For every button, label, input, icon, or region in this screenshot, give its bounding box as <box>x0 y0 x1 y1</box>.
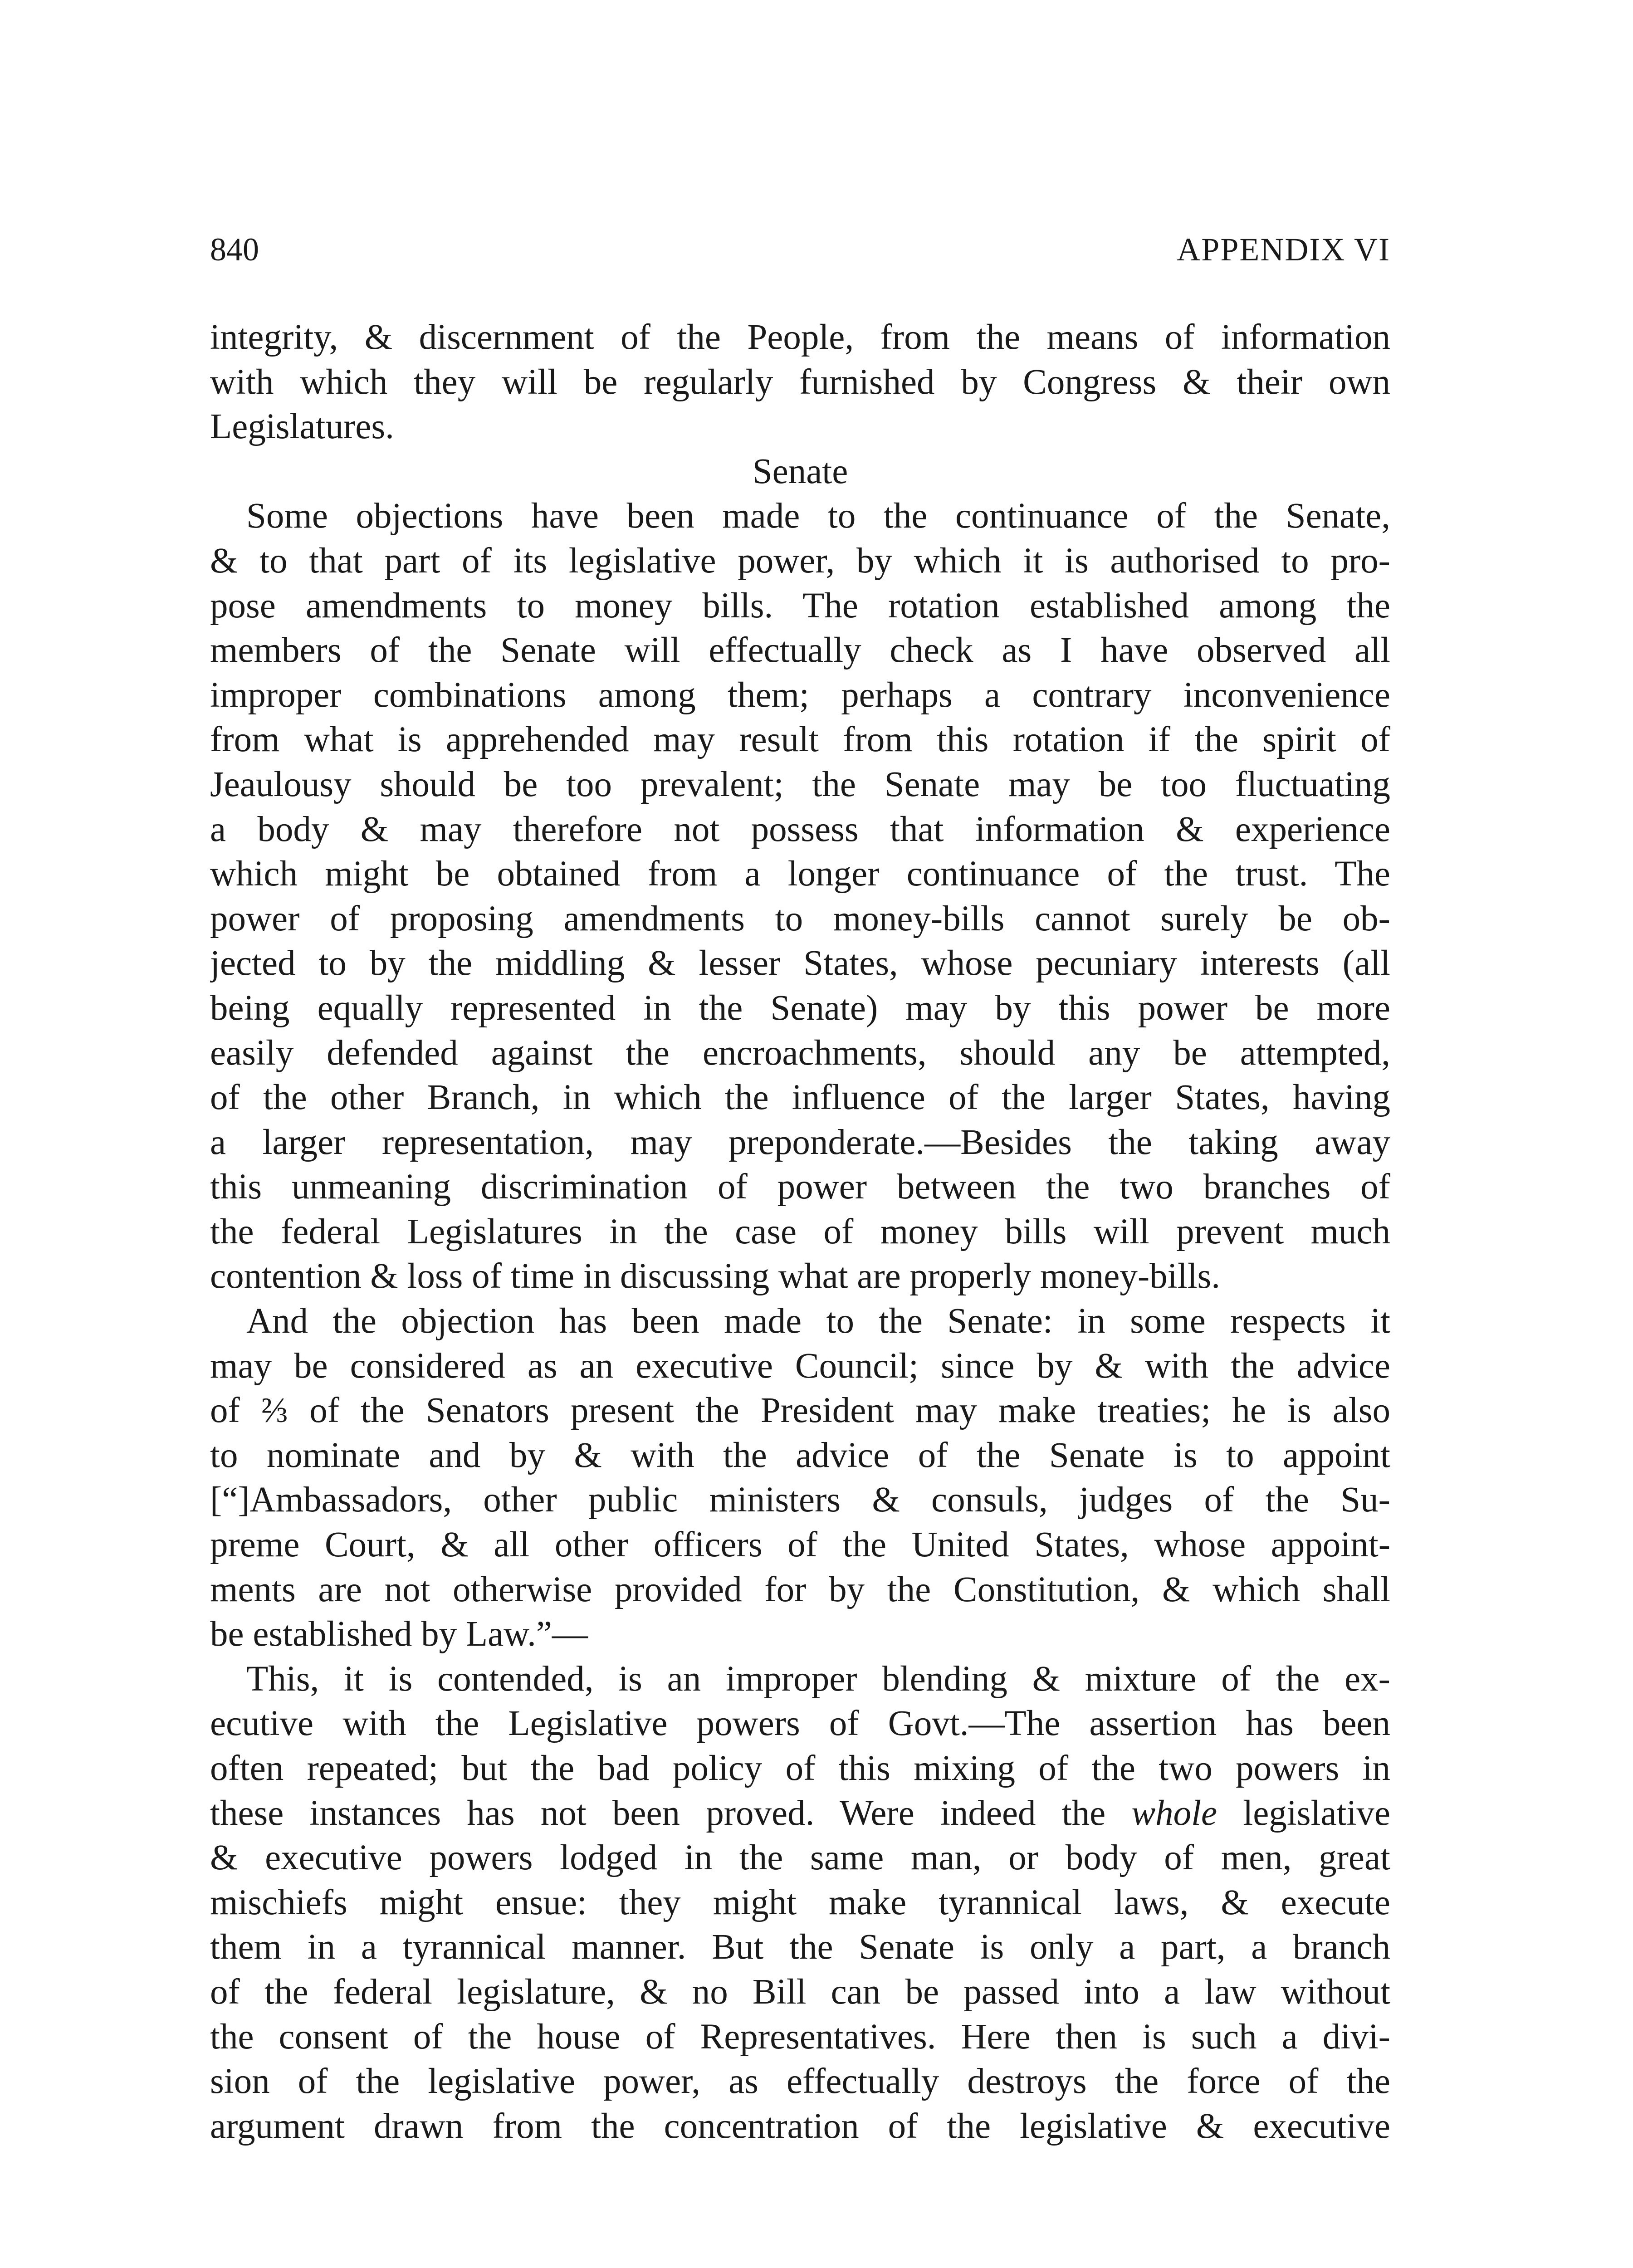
text-line: with which they will be regularly furnished by Congress & their own <box>210 362 1390 402</box>
running-head <box>210 229 1390 270</box>
section-heading-senate: Senate <box>752 451 848 491</box>
text-line-mixed <box>210 1791 1390 1836</box>
text-segment: these instances has not been proved. Were indeed the <box>210 1793 1106 1833</box>
text-line: sion of the legislative power, as effectually destroys the force of the <box>210 2062 1390 2102</box>
text-line: often repeated; but the bad policy of this mixing of the two powers in <box>210 1749 1390 1788</box>
text-line: being equally represented in the Senate) may by this power be more <box>210 988 1390 1028</box>
text-line: this unmeaning discrimination of power between the two branches of <box>210 1167 1390 1207</box>
text-line: pose amendments to money bills. The rotation established among the <box>210 586 1390 626</box>
text-line: mischiefs might ensue: they might make tyrannical laws, & execute <box>210 1882 1390 1922</box>
text-line: Legislatures. <box>210 407 394 447</box>
text-line: members of the Senate will effectually check as I have observed all <box>210 631 1390 670</box>
text-line: a larger representation, may preponderate.—Besides the taking away <box>210 1122 1390 1162</box>
text-line: And the objection has been made to the Senate: in some respects it <box>246 1301 1390 1341</box>
text-line: easily defended against the encroachments, should any be attempted, <box>210 1033 1390 1073</box>
body-text <box>210 315 1390 2149</box>
text-line: & to that part of its legislative power, by which it is authorised to pro- <box>210 541 1390 581</box>
text-line: which might be obtained from a longer continuance of the trust. The <box>210 854 1390 894</box>
text-line: the consent of the house of Representatives. Here then is such a divi- <box>210 2017 1390 2057</box>
text-line: them in a tyrannical manner. But the Senate is only a part, a branch <box>210 1927 1390 1967</box>
section-title: APPENDIX VI <box>1177 231 1390 268</box>
document-page <box>210 0 1390 2268</box>
text-line: the federal Legislatures in the case of money bills will prevent much <box>210 1212 1390 1251</box>
text-line: be established by Law.”— <box>210 1614 588 1654</box>
text-line: from what is apprehended may result from this rotation if the spirit of <box>210 720 1390 760</box>
text-line: jected to by the middling & lesser States, whose pecuniary interests (all <box>210 943 1390 983</box>
text-line: of the other Branch, in which the influence of the larger States, having <box>210 1078 1390 1118</box>
text-line: contention & loss of time in discussing what are properly money-bills. <box>210 1256 1221 1296</box>
text-line: may be considered as an executive Council; since by & with the advice <box>210 1346 1390 1386</box>
italic-emphasis: whole <box>1131 1793 1217 1833</box>
text-line: of ⅔ of the Senators present the President may make treaties; he is also <box>210 1391 1390 1431</box>
text-line: to nominate and by & with the advice of the Senate is to appoint <box>210 1435 1390 1475</box>
text-segment: legislative <box>1217 1793 1390 1833</box>
text-line: & executive powers lodged in the same man, or body of men, great <box>210 1838 1390 1878</box>
page-number: 840 <box>210 231 259 268</box>
text-line: argument drawn from the concentration of the legislative & executive <box>210 2106 1390 2146</box>
text-line: preme Court, & all other officers of the United States, whose appoint- <box>210 1525 1390 1565</box>
text-line: Jeaulousy should be too prevalent; the Senate may be too fluctuating <box>210 764 1390 804</box>
text-line: This, it is contended, is an improper blending & mixture of the ex- <box>246 1659 1390 1699</box>
text-line: of the federal legislature, & no Bill can be passed into a law without <box>210 1972 1390 2012</box>
text-line: ments are not otherwise provided for by the Constitution, & which shall <box>210 1569 1390 1609</box>
text-line: Some objections have been made to the continuance of the Senate, <box>246 496 1390 536</box>
text-line: improper combinations among them; perhaps a contrary inconvenience <box>210 675 1390 715</box>
text-line: integrity, & discernment of the People, from the means of information <box>210 318 1390 357</box>
text-line: [“]Ambassadors, other public ministers & consuls, judges of the Su- <box>210 1480 1390 1520</box>
text-line: a body & may therefore not possess that information & experience <box>210 809 1390 849</box>
text-line: ecutive with the Legislative powers of Govt.—The assertion has been <box>210 1704 1390 1744</box>
text-line: power of proposing amendments to money-bills cannot surely be ob- <box>210 899 1390 938</box>
